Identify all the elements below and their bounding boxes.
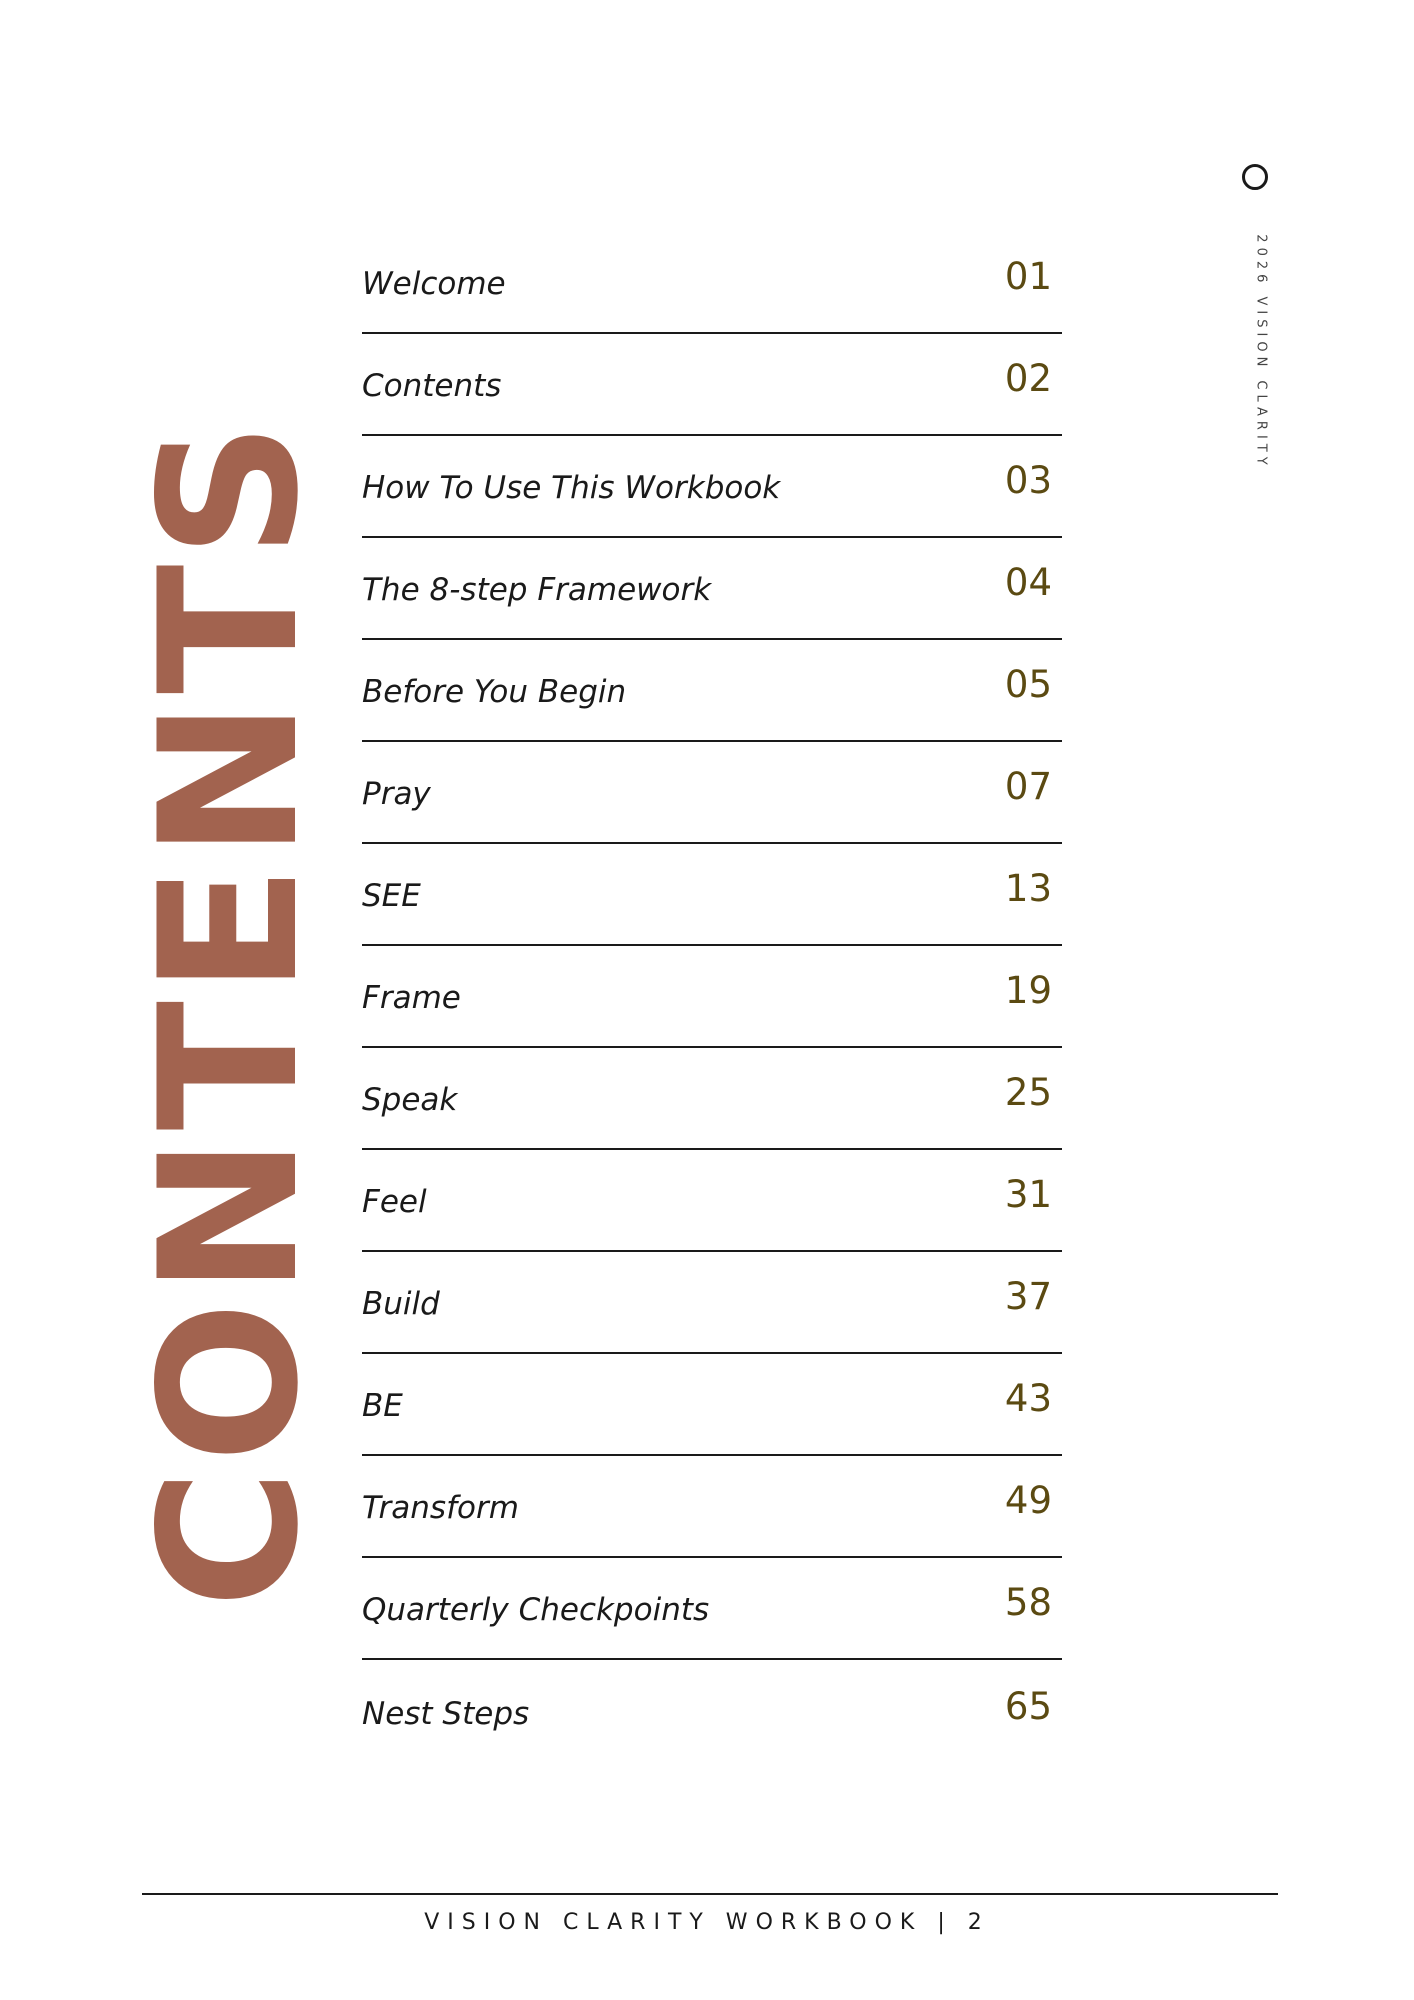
toc-entry-label: BE xyxy=(362,1388,403,1424)
toc-entry-build[interactable] xyxy=(362,1252,1062,1354)
toc-entry-label: Pray xyxy=(362,776,431,812)
toc-entry-label: Feel xyxy=(362,1184,427,1220)
toc-entry-transform[interactable] xyxy=(362,1456,1062,1558)
toc-entry-contents[interactable] xyxy=(362,334,1062,436)
toc-entry-frame[interactable] xyxy=(362,946,1062,1048)
toc-entry-label: Welcome xyxy=(362,266,506,302)
circle-outline-icon xyxy=(1242,164,1268,190)
page-footer: VISION CLARITY WORKBOOK | 2 xyxy=(424,1910,990,1935)
toc-entry-page: 58 xyxy=(1004,1581,1052,1624)
toc-entry-label: Frame xyxy=(362,980,461,1016)
toc-entry-page: 37 xyxy=(1004,1275,1052,1318)
toc-entry-page: 25 xyxy=(1004,1071,1052,1114)
toc-entry-how-to-use[interactable] xyxy=(362,436,1062,538)
toc-entry-label: Speak xyxy=(362,1082,458,1118)
toc-entry-page: 31 xyxy=(1004,1173,1052,1216)
toc-entry-speak[interactable] xyxy=(362,1048,1062,1150)
toc-entry-see[interactable] xyxy=(362,844,1062,946)
toc-entry-page: 43 xyxy=(1004,1377,1052,1420)
toc-entry-label: Contents xyxy=(362,368,502,404)
footer-divider xyxy=(142,1893,1278,1895)
toc-entry-page: 07 xyxy=(1004,765,1052,808)
toc-entry-before-you-begin[interactable] xyxy=(362,640,1062,742)
toc-entry-label: Quarterly Checkpoints xyxy=(362,1592,710,1628)
toc-entry-feel[interactable] xyxy=(362,1150,1062,1252)
table-of-contents xyxy=(362,232,1062,1762)
side-label: 2026 VISION CLARITY xyxy=(1253,234,1269,470)
toc-entry-page: 19 xyxy=(1004,969,1052,1012)
toc-entry-page: 49 xyxy=(1004,1479,1052,1522)
toc-entry-welcome[interactable] xyxy=(362,232,1062,334)
toc-entry-label: The 8-step Framework xyxy=(362,572,712,608)
toc-entry-page: 05 xyxy=(1004,663,1052,706)
toc-entry-label: Nest Steps xyxy=(362,1696,530,1732)
toc-entry-framework[interactable] xyxy=(362,538,1062,640)
toc-entry-page: 04 xyxy=(1004,561,1052,604)
toc-entry-page: 02 xyxy=(1004,357,1052,400)
toc-entry-label: Transform xyxy=(362,1490,519,1526)
toc-entry-quarterly-checkpoints[interactable] xyxy=(362,1558,1062,1660)
toc-entry-page: 03 xyxy=(1004,459,1052,502)
toc-entry-pray[interactable] xyxy=(362,742,1062,844)
toc-entry-label: SEE xyxy=(362,878,421,914)
toc-entry-label: Before You Begin xyxy=(362,674,627,710)
toc-entry-be[interactable] xyxy=(362,1354,1062,1456)
toc-entry-page: 65 xyxy=(1004,1685,1052,1728)
toc-entry-label: How To Use This Workbook xyxy=(362,470,781,506)
page-title: CONTENTS xyxy=(119,415,340,1609)
toc-entry-page: 01 xyxy=(1004,255,1052,298)
toc-entry-page: 13 xyxy=(1004,867,1052,910)
toc-entry-label: Build xyxy=(362,1286,440,1322)
toc-entry-nest-steps[interactable] xyxy=(362,1660,1062,1762)
